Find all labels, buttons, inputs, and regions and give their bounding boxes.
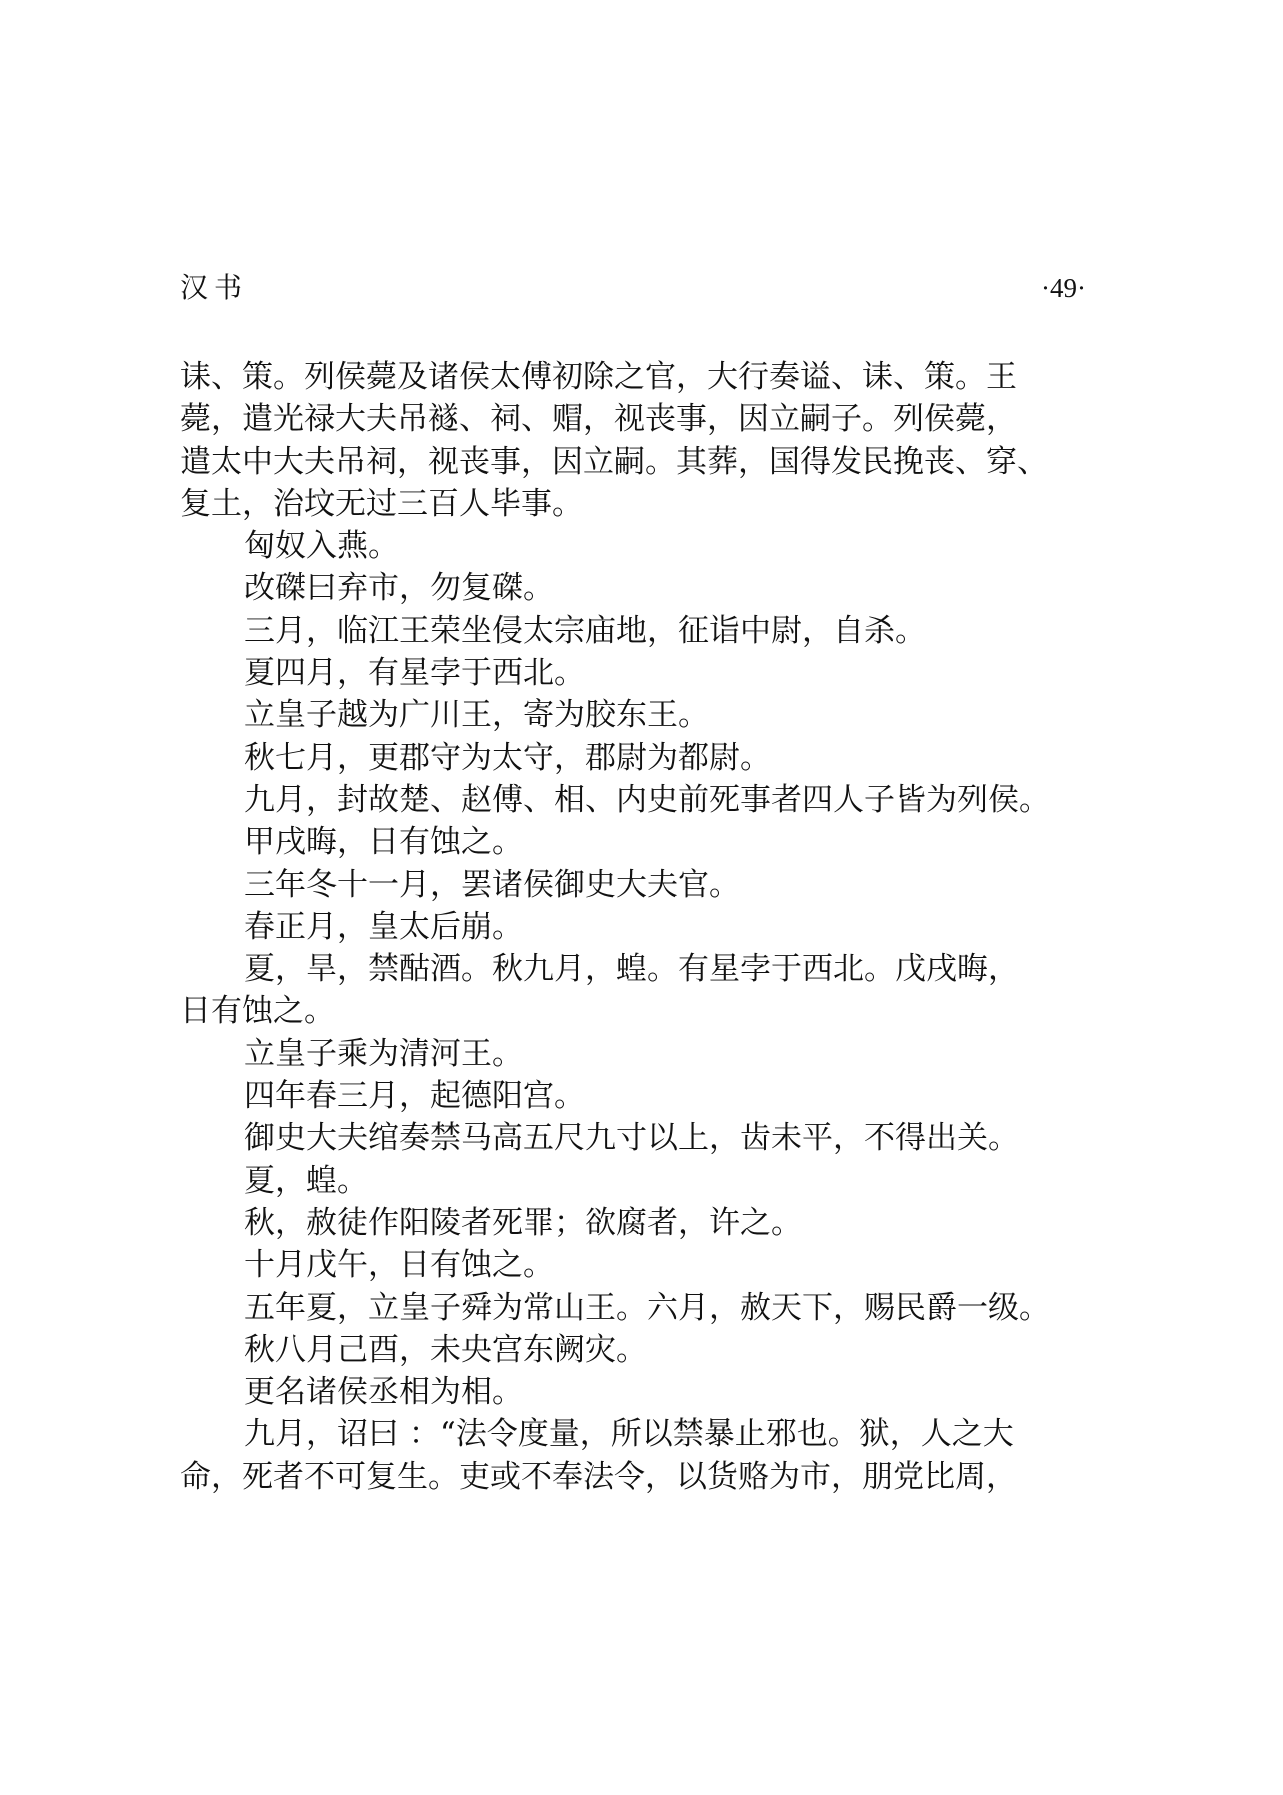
page-number: ·49·: [1041, 273, 1086, 303]
text-line: 三年冬十一月，罢诸侯御史大夫官。: [244, 866, 740, 903]
text-line: 命，死者不可复生。吏或不奉法令，以货赂为市，朋党比周，: [180, 1458, 1017, 1495]
text-line: 诔、策。列侯薨及诸侯太傅初除之官，大行奏谥、诔、策。王: [180, 359, 1017, 395]
text-line: 秋七月，更郡守为太守，郡尉为都尉。: [244, 739, 771, 776]
text-line: 四年春三月，起德阳宫。: [244, 1078, 585, 1115]
text-line: 改磔曰弃市，勿复磔。: [244, 570, 554, 607]
text-line: 秋八月己酉，未央宫东阙灾。: [244, 1331, 647, 1368]
text-line: 复土，治坟无过三百人毕事。: [180, 485, 583, 522]
body-text: [180, 356, 1086, 1498]
text-line: 夏，旱，禁酤酒。秋九月，蝗。有星孛于西北。戊戌晦，: [244, 951, 1019, 988]
text-line: 春正月，皇太后崩。: [244, 908, 523, 945]
text-line: 匈奴入燕。: [244, 528, 399, 565]
text-line: 夏，蝗。: [244, 1162, 368, 1199]
page-header: [180, 268, 1086, 308]
text-line: 薨，遣光禄大夫吊襚、祠、赗，视丧事，因立嗣子。列侯薨，: [180, 401, 1017, 438]
text-line: 九月，诏曰 ：“法令度量，所以禁暴止邪也。狱，人之大: [244, 1416, 1014, 1453]
text-line: 遣太中大夫吊祠，视丧事，因立嗣。其葬，国得发民挽丧、穿、: [180, 443, 1048, 480]
text-line: 三月，临江王荣坐侵太宗庙地，征诣中尉，自杀。: [244, 612, 926, 649]
text-line: 夏四月，有星孛于西北。: [244, 655, 585, 692]
text-line: 甲戌晦，日有蚀之。: [244, 824, 523, 861]
text-line: 十月戊午，日有蚀之。: [244, 1247, 554, 1284]
text-line: 更名诸侯丞相为相。: [244, 1374, 523, 1411]
text-line: 九月，封故楚、赵傅、相、内史前死事者四人子皆为列侯。: [244, 781, 1050, 818]
text-line: 立皇子乘为清河王。: [244, 1035, 523, 1072]
text-line: 日有蚀之。: [180, 993, 335, 1030]
book-title: 汉书: [180, 271, 249, 304]
text-line: 御史大夫绾奏禁马高五尺九寸以上，齿未平，不得出关。: [244, 1120, 1019, 1157]
text-line: 秋，赦徒作阳陵者死罪；欲腐者，许之。: [244, 1204, 802, 1241]
text-line: 立皇子越为广川王，寄为胶东王。: [244, 697, 709, 734]
text-line: 五年夏，立皇子舜为常山王。六月，赦天下，赐民爵一级。: [244, 1289, 1050, 1326]
